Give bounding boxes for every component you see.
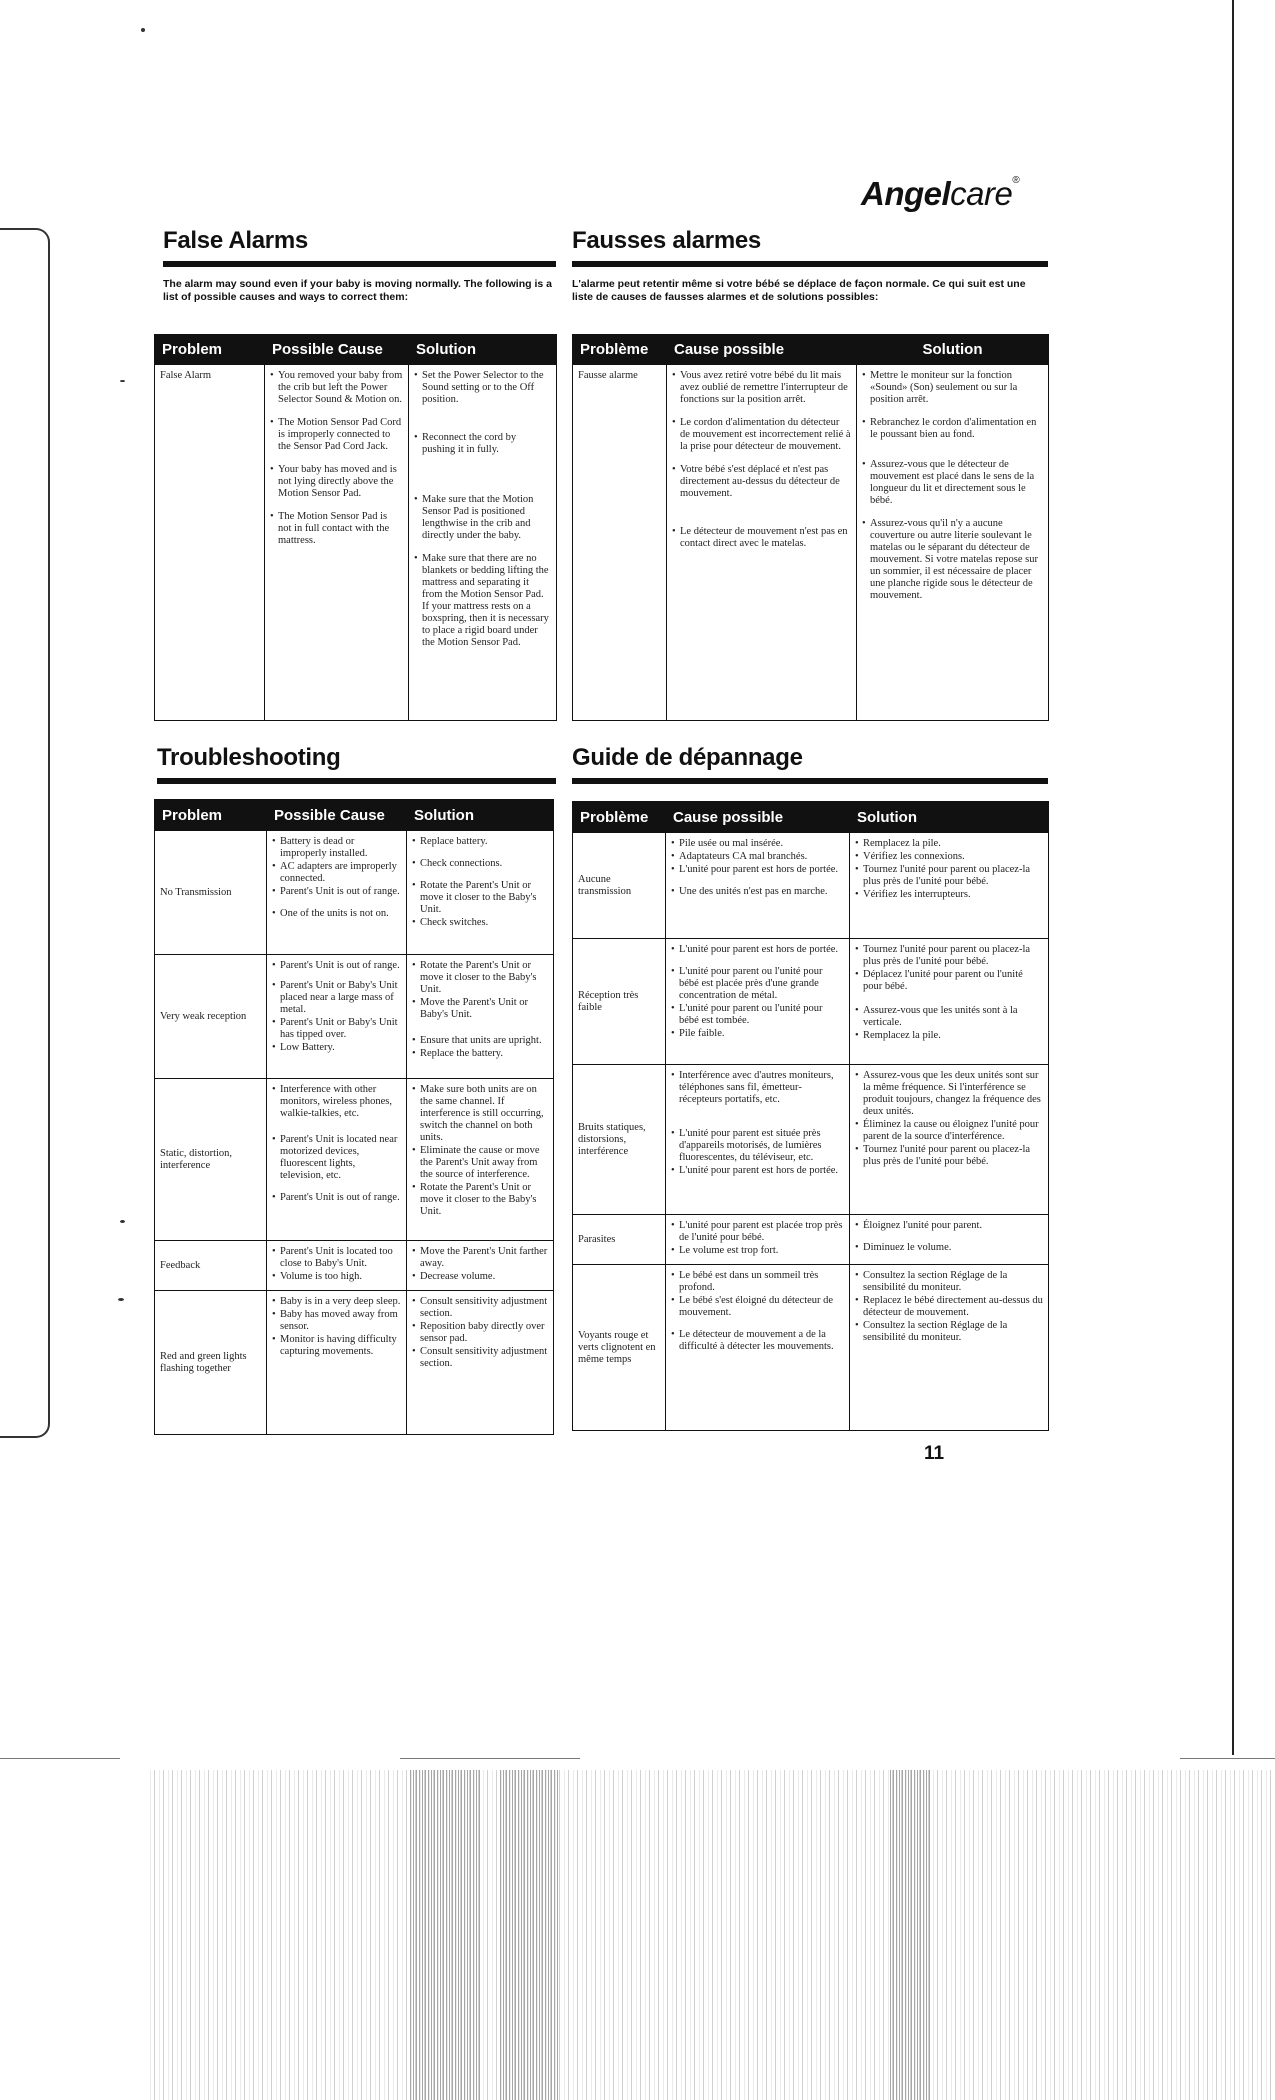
solution-item: • Move the Parent's Unit or Baby's Unit. (412, 997, 548, 1021)
fausses-alarmes-section (572, 227, 1048, 304)
solution-item: • Consult sensitivity adjustment section. (412, 1296, 548, 1320)
cause-cell (666, 1215, 850, 1265)
solution-item: • Vérifiez les connexions. (855, 851, 1043, 863)
cause-item: • Parent's Unit is located too close to Baby's Unit. (272, 1246, 401, 1270)
header-cause: Cause possible (667, 335, 857, 365)
table-header-row (155, 800, 554, 831)
cause-item: • L'unité pour parent est située près d'appareils motorisés, de lumières fluorescentes, du téléviseur, etc. (671, 1128, 844, 1164)
solution-item: • Consultez la section Réglage de la sensibilité du moniteur. (855, 1320, 1043, 1344)
solution-item: • Replace the battery. (412, 1048, 548, 1060)
header-cause: Possible Cause (267, 800, 407, 831)
table-row (573, 1215, 1049, 1265)
false-alarms-table (154, 334, 557, 721)
solution-item: • Decrease volume. (412, 1271, 548, 1283)
scan-noise-band (500, 1770, 560, 2100)
problem-cell: Réception très faible (573, 939, 666, 1065)
table-header-row (155, 335, 557, 365)
solution-item: • Éloignez l'unité pour parent. (855, 1220, 1043, 1232)
cause-cell (666, 939, 850, 1065)
scan-speck (120, 1220, 125, 1223)
cause-item: • Your baby has moved and is not lying directly above the Motion Sensor Pad. (270, 464, 403, 500)
cause-item: • Battery is dead or improperly installed. (272, 836, 401, 860)
section-title: Fausses alarmes (572, 227, 761, 254)
header-problem: Problem (155, 800, 267, 831)
cause-item: • Le bébé s'est éloigné du détecteur de mouvement. (671, 1295, 844, 1319)
false-alarms-section (163, 227, 556, 304)
cause-item: • Une des unités n'est pas en marche. (671, 886, 844, 898)
cause-item: • Parent's Unit is out of range. (272, 1192, 401, 1204)
solution-item: • Mettre le moniteur sur la fonction «Sound» (Son) seulement ou sur la position arrêt. (862, 370, 1043, 406)
section-title: Troubleshooting (157, 744, 341, 771)
section-title: False Alarms (163, 227, 308, 254)
solution-cell (857, 365, 1049, 721)
solution-item: • Replacez le bébé directement au-dessus du détecteur de mouvement. (855, 1295, 1043, 1319)
solution-cell (850, 1265, 1049, 1431)
title-rule (157, 778, 556, 784)
troubleshooting-section (157, 744, 556, 784)
table-row (155, 365, 557, 721)
problem-cell: Bruits statiques, distorsions, interférence (573, 1065, 666, 1215)
header-solution: Solution (409, 335, 557, 365)
cause-item: • One of the units is not on. (272, 908, 401, 920)
header-solution: Solution (407, 800, 554, 831)
cause-item: • Interférence avec d'autres moniteurs, téléphones sans fil, émetteur-récepteurs portatifs, etc. (671, 1070, 844, 1106)
solution-item: • Move the Parent's Unit farther away. (412, 1246, 548, 1270)
cause-item: • Low Battery. (272, 1042, 401, 1054)
problem-cell: Red and green lights flashing together (155, 1291, 267, 1435)
header-problem: Problème (573, 802, 666, 833)
problem-cell: Static, distortion, interference (155, 1079, 267, 1241)
cause-item: • Pile usée ou mal insérée. (671, 838, 844, 850)
cause-item: • Le détecteur de mouvement a de la difficulté à détecter les mouvements. (671, 1329, 844, 1353)
solution-item: • Reconnect the cord by pushing it in fully. (414, 432, 551, 456)
solution-item: • Rotate the Parent's Unit or move it closer to the Baby's Unit. (412, 880, 548, 916)
solution-item: • Make sure both units are on the same channel. If interference is still occurring, switch the channel on both units. (412, 1084, 548, 1144)
solution-item: • Consultez la section Réglage de la sensibilité du moniteur. (855, 1270, 1043, 1294)
cause-item: • AC adapters are improperly connected. (272, 861, 401, 885)
cause-item: • Parent's Unit or Baby's Unit has tipped over. (272, 1017, 401, 1041)
solution-item: • Make sure that the Motion Sensor Pad is positioned lengthwise in the crib and directly under the baby. (414, 494, 551, 542)
cause-cell (666, 833, 850, 939)
solution-item: • Remplacez la pile. (855, 1030, 1043, 1042)
table-row (155, 1291, 554, 1435)
cause-item: • Baby is in a very deep sleep. (272, 1296, 401, 1308)
cause-item: • L'unité pour parent ou l'unité pour bébé est placée près d'une grande concentration de métal. (671, 966, 844, 1002)
solution-item: • Rotate the Parent's Unit or move it closer to the Baby's Unit. (412, 1182, 548, 1218)
table-row (155, 831, 554, 955)
scan-speck (120, 380, 125, 382)
cause-item: • Interference with other monitors, wireless phones, walkie-talkies, etc. (272, 1084, 401, 1120)
header-solution: Solution (850, 802, 1049, 833)
table-row (155, 1079, 554, 1241)
solution-item: • Rotate the Parent's Unit or move it closer to the Baby's Unit. (412, 960, 548, 996)
section-title: Guide de dépannage (572, 744, 803, 771)
solution-item: • Vérifiez les interrupteurs. (855, 889, 1043, 901)
table-row (155, 1241, 554, 1291)
section-intro: The alarm may sound even if your baby is moving normally. The following is a list of possible causes and ways to correct them: (163, 278, 552, 303)
solution-item: • Tournez l'unité pour parent ou placez-la plus près de l'unité pour bébé. (855, 1144, 1043, 1168)
cause-item: • Adaptateurs CA mal branchés. (671, 851, 844, 863)
solution-item: • Rebranchez le cordon d'alimentation en le poussant bien au fond. (862, 417, 1043, 441)
table-header-row (573, 335, 1049, 365)
guide-depannage-section (572, 744, 1048, 784)
header-cause: Cause possible (666, 802, 850, 833)
troubleshooting-table (154, 799, 554, 1435)
title-rule (163, 261, 556, 267)
solution-item: • Reposition baby directly over sensor pad. (412, 1321, 548, 1345)
binding-bracket (0, 228, 50, 1438)
cause-item: • L'unité pour parent ou l'unité pour bébé est tombée. (671, 1003, 844, 1027)
section-intro: L'alarme peut retentir même si votre bébé se déplace de façon normale. Ce qui suit est une liste de causes de fausses alarmes et de solutions possibles: (572, 278, 1026, 303)
angelcare-logo: Angelcare® (861, 175, 1020, 212)
solution-cell (850, 833, 1049, 939)
cause-cell (666, 1065, 850, 1215)
header-problem: Problème (573, 335, 667, 365)
table-row (573, 1265, 1049, 1431)
cause-item: • Baby has moved away from sensor. (272, 1309, 401, 1333)
cause-item: • L'unité pour parent est hors de portée. (671, 1165, 844, 1177)
cause-item: • Pile faible. (671, 1028, 844, 1040)
guide-depannage-table (572, 801, 1049, 1431)
cause-item: • Le cordon d'alimentation du détecteur de mouvement est incorrectement relié à la prise pour détecteur de mouvement. (672, 417, 851, 453)
solution-item: • Make sure that there are no blankets or bedding lifting the mattress and separating it from the Motion Sensor Pad. If your mattress rests on a boxspring, then it is necessary to place a rigid board under the Motion Sensor Pad. (414, 553, 551, 649)
cause-item: • Parent's Unit or Baby's Unit placed near a large mass of metal. (272, 980, 401, 1016)
cause-item: • Le bébé est dans un sommeil très profond. (671, 1270, 844, 1294)
cause-item: • Volume is too high. (272, 1271, 401, 1283)
table-row (573, 365, 1049, 721)
cause-item: • L'unité pour parent est hors de portée. (671, 944, 844, 956)
solution-item: • Consult sensitivity adjustment section. (412, 1346, 548, 1370)
problem-cell: Aucune transmission (573, 833, 666, 939)
problem-cell: Very weak reception (155, 955, 267, 1079)
problem-cell: Voyants rouge et verts clignotent en même temps (573, 1265, 666, 1431)
scan-rule (0, 1758, 120, 1759)
cause-item: • Parent's Unit is out of range. (272, 886, 401, 898)
solution-cell (407, 1291, 554, 1435)
solution-cell (407, 1241, 554, 1291)
solution-item: • Ensure that units are upright. (412, 1035, 548, 1047)
header-problem: Problem (155, 335, 265, 365)
problem-cell: Feedback (155, 1241, 267, 1291)
page-number: 11 (924, 1443, 945, 1464)
cause-item: • Vous avez retiré votre bébé du lit mais avez oublié de remettre l'interrupteur de fonctions sur la position arrêt. (672, 370, 851, 406)
page-edge-line (1232, 0, 1234, 1755)
solution-cell (850, 939, 1049, 1065)
scan-rule (1180, 1758, 1275, 1759)
problem-cell: Parasites (573, 1215, 666, 1265)
table-row (155, 955, 554, 1079)
scan-noise (150, 1770, 1275, 2100)
cause-item: • The Motion Sensor Pad Cord is improperly connected to the Sensor Pad Cord Jack. (270, 417, 403, 453)
solution-item: • Check connections. (412, 858, 548, 870)
cause-cell (265, 365, 409, 721)
cause-item: • L'unité pour parent est placée trop près de l'unité pour bébé. (671, 1220, 844, 1244)
cause-cell (267, 831, 407, 955)
solution-cell (850, 1215, 1049, 1265)
cause-item: • Votre bébé s'est déplacé et n'est pas directement au-dessus du détecteur de mouvement. (672, 464, 851, 500)
solution-item: • Assurez-vous qu'il n'y a aucune couverture ou autre literie soulevant le matelas ou le séparant du détecteur de mouvement. Si votre matelas repose sur un sommier, il est nécessaire de placer une planche rigide sous le détecteur de mouvement. (862, 518, 1043, 602)
cause-cell (267, 1079, 407, 1241)
cause-item: • L'unité pour parent est hors de portée. (671, 864, 844, 876)
solution-item: • Tournez l'unité pour parent ou placez-la plus près de l'unité pour bébé. (855, 944, 1043, 968)
solution-cell (407, 955, 554, 1079)
solution-item: • Assurez-vous que les deux unités sont sur la même fréquence. Si l'interférence se produit toujours, changez la fréquence des deux unités. (855, 1070, 1043, 1118)
scan-speck (141, 28, 145, 32)
cause-cell (667, 365, 857, 721)
header-cause: Possible Cause (265, 335, 409, 365)
solution-cell (850, 1065, 1049, 1215)
cause-item: • Parent's Unit is located near motorized devices, fluorescent lights, television, etc. (272, 1134, 401, 1182)
cause-cell (267, 1241, 407, 1291)
problem-cell: No Transmission (155, 831, 267, 955)
solution-item: • Remplacez la pile. (855, 838, 1043, 850)
solution-cell (407, 831, 554, 955)
solution-item: • Eliminate the cause or move the Parent's Unit away from the source of interference. (412, 1145, 548, 1181)
title-rule (572, 261, 1048, 267)
cause-item: • You removed your baby from the crib but left the Power Selector Sound & Motion on. (270, 370, 403, 406)
cause-item: • Le détecteur de mouvement n'est pas en contact direct avec le matelas. (672, 526, 851, 550)
fausses-alarmes-table (572, 334, 1049, 721)
solution-item: • Éliminez la cause ou éloignez l'unité pour parent de la source d'interférence. (855, 1119, 1043, 1143)
scan-noise-band (890, 1770, 930, 2100)
solution-cell (407, 1079, 554, 1241)
solution-item: • Assurez-vous que les unités sont à la verticale. (855, 1005, 1043, 1029)
cause-item: • Parent's Unit is out of range. (272, 960, 401, 972)
cause-cell (666, 1265, 850, 1431)
problem-cell: False Alarm (155, 365, 265, 721)
solution-cell (409, 365, 557, 721)
header-solution: Solution (857, 335, 1049, 365)
solution-item: • Déplacez l'unité pour parent ou l'unité pour bébé. (855, 969, 1043, 993)
scan-speck (118, 1298, 124, 1301)
problem-cell: Fausse alarme (573, 365, 667, 721)
solution-item: • Assurez-vous que le détecteur de mouvement est placé dans le sens de la longueur du lit et directement sous le bébé. (862, 459, 1043, 507)
table-row (573, 1065, 1049, 1215)
cause-cell (267, 1291, 407, 1435)
scan-noise-band (410, 1770, 480, 2100)
table-row (573, 833, 1049, 939)
cause-cell (267, 955, 407, 1079)
cause-item: • Le volume est trop fort. (671, 1245, 844, 1257)
scan-rule (400, 1758, 580, 1759)
table-header-row (573, 802, 1049, 833)
cause-item: • Monitor is having difficulty capturing movements. (272, 1334, 401, 1358)
solution-item: • Set the Power Selector to the Sound setting or to the Off position. (414, 370, 551, 406)
solution-item: • Tournez l'unité pour parent ou placez-la plus près de l'unité pour bébé. (855, 864, 1043, 888)
title-rule (572, 778, 1048, 784)
table-row (573, 939, 1049, 1065)
solution-item: • Check switches. (412, 917, 548, 929)
solution-item: • Replace battery. (412, 836, 548, 848)
solution-item: • Diminuez le volume. (855, 1242, 1043, 1254)
cause-item: • The Motion Sensor Pad is not in full contact with the mattress. (270, 511, 403, 547)
